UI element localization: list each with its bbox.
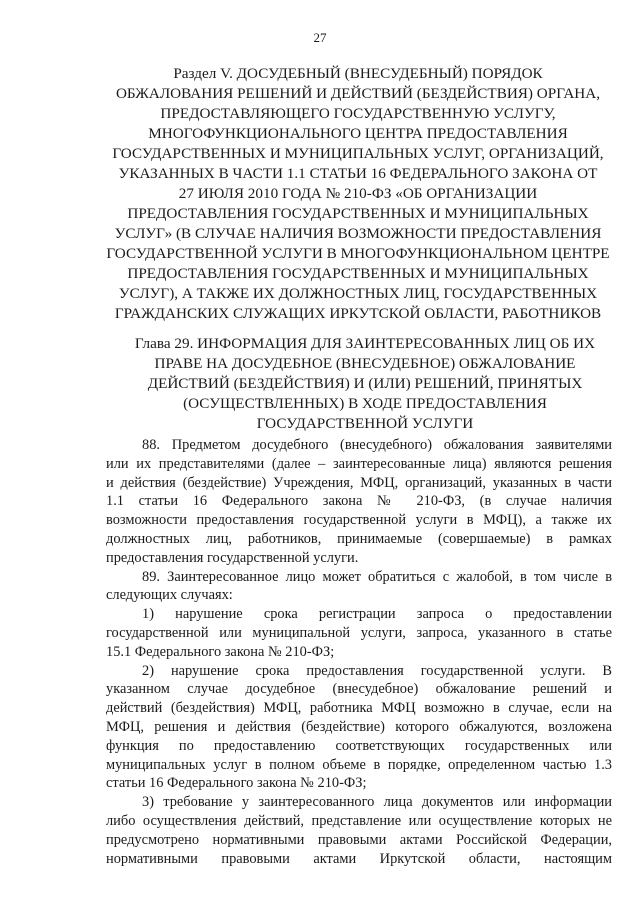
section-title-line: ОБЖАЛОВАНИЯ РЕШЕНИЙ И ДЕЙСТВИЙ (БЕЗДЕЙСТВИЯ) ОРГАНА, bbox=[115, 85, 601, 102]
paragraph-88-line: 88. Предметом досудебного (внесудебного) обжалования заявителями bbox=[142, 437, 612, 453]
paragraph-88-line: 1.1 статьи 16 Федерального закона № 210-ФЗ, (в случае наличия bbox=[106, 493, 612, 510]
list-item-2-line: действий (бездействия) МФЦ, работника МФЦ возможно в случае, если на bbox=[106, 700, 612, 717]
section-title-line: 27 ИЮЛЯ 2010 ГОДА № 210-ФЗ «ОБ ОРГАНИЗАЦИИ bbox=[178, 185, 538, 202]
chapter-title bbox=[130, 334, 600, 434]
list-item-1-line: государственной или муниципальной услуги, запроса, указанного в статье bbox=[106, 624, 612, 641]
list-item-3-line: предусмотрено нормативными правовыми актами Российской Федерации, bbox=[106, 831, 612, 848]
list-item-1-line: 15.1 Федерального закона № 210-ФЗ; bbox=[106, 643, 335, 660]
section-title-line: УСЛУГ» (В СЛУЧАЕ НАЛИЧИЯ ВОЗМОЖНОСТИ ПРЕДОСТАВЛЕНИЯ bbox=[114, 225, 602, 242]
section-title-line: ПРЕДОСТАВЛЯЮЩЕГО ГОСУДАРСТВЕННУЮ УСЛУГУ, bbox=[160, 105, 556, 122]
list-item-2-line: указанном случае досудебное (внесудебное) обжалование решений и bbox=[106, 681, 612, 698]
list-item-2-line: 2) нарушение срока предоставления государственной услуги. В bbox=[142, 662, 612, 679]
section-title-line: ГОСУДАРСТВЕННЫХ И МУНИЦИПАЛЬНЫХ УСЛУГ, ОРГАНИЗАЦИЙ, bbox=[112, 145, 604, 162]
section-title-line: ГОСУДАРСТВЕННОЙ УСЛУГИ В МНОГОФУНКЦИОНАЛЬНОМ ЦЕНТРЕ bbox=[106, 245, 610, 262]
section-title-line: ПРЕДОСТАВЛЕНИЯ ГОСУДАРСТВЕННЫХ И МУНИЦИПАЛЬНЫХ bbox=[127, 265, 589, 282]
section-title bbox=[104, 64, 612, 324]
page-number: 27 bbox=[313, 30, 327, 45]
body-text bbox=[106, 436, 612, 868]
section-title-line: ГРАЖДАНСКИХ СЛУЖАЩИХ ИРКУТСКОЙ ОБЛАСТИ, РАБОТНИКОВ bbox=[114, 305, 602, 322]
list-item-2-line: муниципальных услуг в полном объеме в порядке, определенном частью 1.3 bbox=[106, 756, 612, 773]
list-item-1-line: 1) нарушение срока регистрации запроса о предоставлении bbox=[142, 606, 612, 623]
list-item-2-line: функция по предоставлению соответствующих государственных или bbox=[106, 737, 612, 754]
section-title-line: УКАЗАННЫХ В ЧАСТИ 1.1 СТАТЬИ 16 ФЕДЕРАЛЬНОГО ЗАКОНА ОТ bbox=[118, 165, 598, 182]
paragraph-89-line: 89. Заинтересованное лицо может обратиться с жалобой, в том числе в bbox=[142, 568, 612, 585]
chapter-title-line: ПРАВЕ НА ДОСУДЕБНОЕ (ВНЕСУДЕБНОЕ) ОБЖАЛОВАНИЕ bbox=[154, 355, 576, 372]
paragraph-88-line: предоставления государственной услуги. bbox=[106, 549, 359, 566]
paragraph-88-line: и действия (бездействие) Учреждения, МФЦ, организаций, указанных в части bbox=[106, 474, 612, 491]
paragraph-89-line: следующих случаях: bbox=[106, 587, 233, 604]
paragraph-88-line: должностных лиц, работников, принимаемые (совершаемые) в рамках bbox=[106, 530, 612, 547]
paragraph-88-line: или их представителями (далее – заинтересованные лица) являются решения bbox=[106, 455, 612, 472]
paragraph-88-line: возможности предоставления государственной услуги в МФЦ), а также их bbox=[106, 512, 612, 529]
chapter-title-line: ГОСУДАРСТВЕННОЙ УСЛУГИ bbox=[256, 415, 474, 432]
section-title-line: Раздел V. ДОСУДЕБНЫЙ (ВНЕСУДЕБНЫЙ) ПОРЯДОК bbox=[173, 65, 543, 82]
list-item-2-line: статьи 16 Федерального закона № 210-ФЗ; bbox=[106, 775, 367, 792]
chapter-title-line: (ОСУЩЕСТВЛЕННЫХ) В ХОДЕ ПРЕДОСТАВЛЕНИЯ bbox=[183, 395, 547, 412]
chapter-title-line: ДЕЙСТВИЙ (БЕЗДЕЙСТВИЯ) И (ИЛИ) РЕШЕНИЙ, ПРИНЯТЫХ bbox=[147, 375, 583, 392]
section-title-line: МНОГОФУНКЦИОНАЛЬНОГО ЦЕНТРА ПРЕДОСТАВЛЕНИЯ bbox=[148, 125, 568, 142]
section-title-line: УСЛУГ), А ТАКЖЕ ИХ ДОЛЖНОСТНЫХ ЛИЦ, ГОСУДАРСТВЕННЫХ bbox=[118, 285, 598, 302]
list-item-3-line: нормативными правовыми актами Иркутской области, настоящим bbox=[106, 850, 612, 867]
list-item-2-line: МФЦ, решения и действия (бездействие) которого обжалуются, возложена bbox=[106, 718, 612, 735]
section-title-line: ПРЕДОСТАВЛЕНИЯ ГОСУДАРСТВЕННЫХ И МУНИЦИПАЛЬНЫХ bbox=[127, 205, 589, 222]
list-item-3-line: 3) требование у заинтересованного лица документов или информации bbox=[142, 794, 612, 811]
list-item-3-line: либо осуществления действий, представление или осуществление которых не bbox=[106, 812, 612, 829]
chapter-title-line: Глава 29. ИНФОРМАЦИЯ ДЛЯ ЗАИНТЕРЕСОВАННЫХ ЛИЦ ОБ ИХ bbox=[134, 335, 596, 352]
